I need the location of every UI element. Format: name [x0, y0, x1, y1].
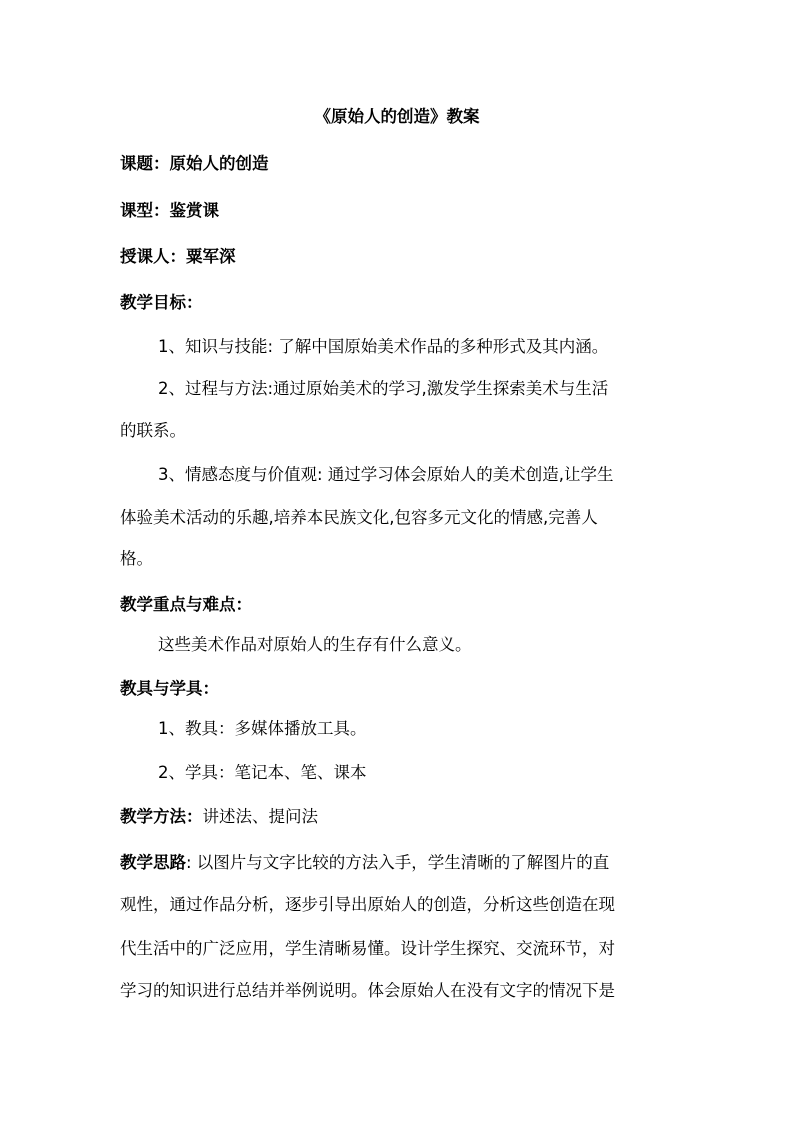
key-text: 这些美术作品对原始人的生存有什么意义。 — [158, 635, 472, 654]
type-value: 鉴赏课 — [169, 201, 219, 220]
idea-label: 教学思路 — [120, 853, 186, 872]
tools-item-2: 2、学具：笔记本、笔、课本 — [158, 763, 367, 782]
method-label: 教学方法： — [120, 807, 203, 826]
teacher-value: 粟军深 — [186, 247, 236, 266]
goal-3-line-3: 格。 — [120, 549, 153, 568]
tools-heading: 教具与学具： — [120, 679, 219, 698]
subject-value: 原始人的创造 — [169, 154, 269, 173]
teacher-label: 授课人： — [120, 247, 186, 266]
tools-item-1: 1、教具：多媒体播放工具。 — [158, 719, 367, 738]
goals-heading: 教学目标： — [120, 293, 203, 312]
idea-line-2: 观性，通过作品分析，逐步引导出原始人的创造，分析这些创造在现 — [120, 895, 615, 914]
goal-2-line-2: 的联系。 — [120, 421, 186, 440]
idea-line-4: 学习的知识进行总结并举例说明。体会原始人在没有文字的情况下是 — [120, 981, 615, 1000]
goal-3-line-1: 3、情感态度与价值观: 通过学习体会原始人的美术创造,让学生 — [158, 465, 614, 484]
idea-line-1 — [120, 852, 609, 874]
type-line — [120, 200, 219, 222]
method-line — [120, 806, 318, 828]
goal-2-line-1: 2、过程与方法:通过原始美术的学习,激发学生探索美术与生活 — [158, 379, 609, 398]
type-label: 课型： — [120, 201, 170, 220]
method-value: 讲述法、提问法 — [202, 807, 318, 826]
idea-line-1-text: : 以图片与文字比较的方法入手，学生清晰的了解图片的直 — [186, 853, 610, 872]
subject-label: 课题： — [120, 154, 170, 173]
teacher-line — [120, 246, 236, 268]
document-title: 《原始人的创造》教案 — [314, 107, 480, 126]
goal-1: 1、知识与技能: 了解中国原始美术作品的多种形式及其内涵。 — [158, 337, 609, 356]
subject-line — [120, 153, 269, 175]
key-heading: 教学重点与难点： — [120, 595, 252, 614]
goal-3-line-2: 体验美术活动的乐趣,培养本民族文化,包容多元文化的情感,完善人 — [120, 508, 598, 527]
idea-line-3: 代生活中的广泛应用，学生清晰易懂。设计学生探究、交流环节，对 — [120, 939, 615, 958]
